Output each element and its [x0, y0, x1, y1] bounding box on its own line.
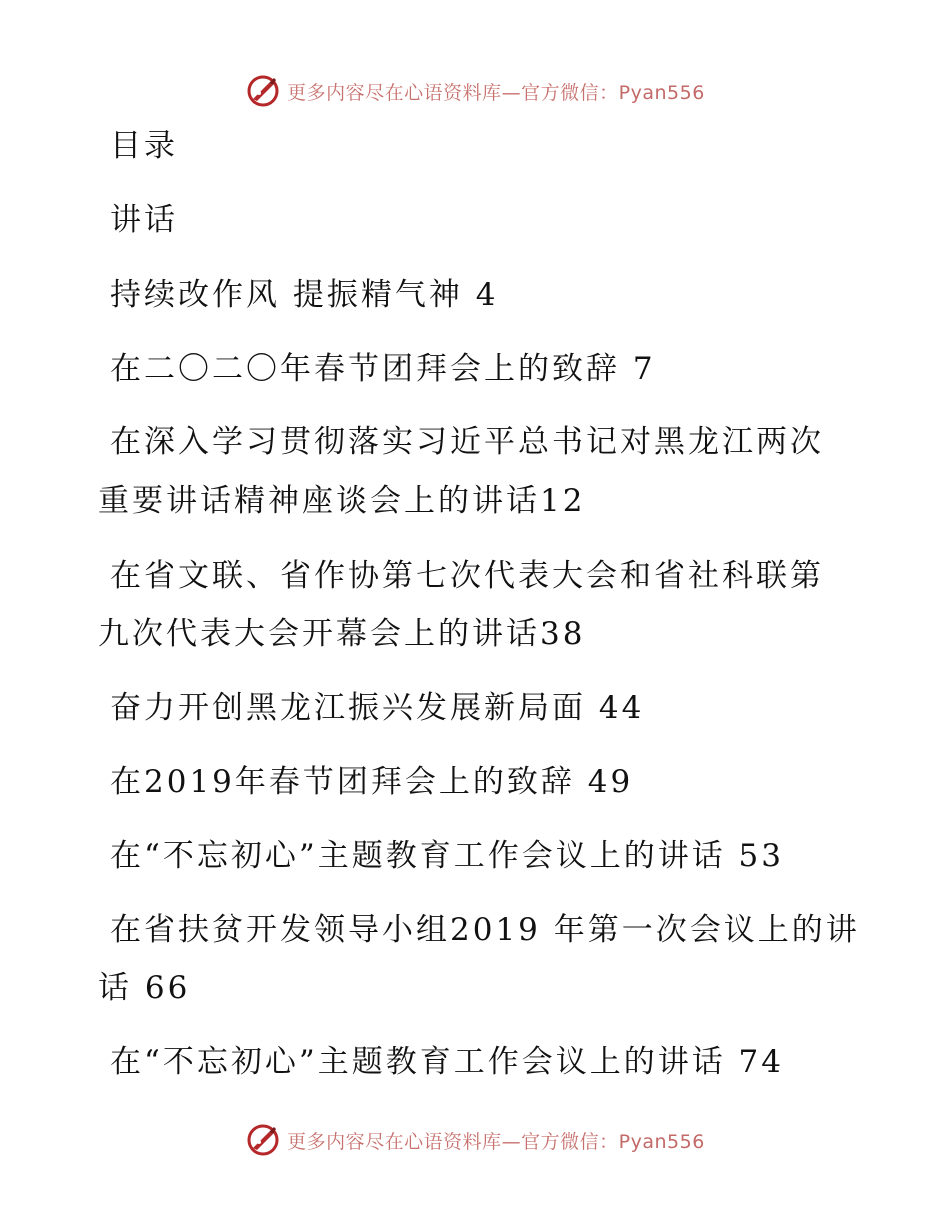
toc-section-title: 讲话	[110, 202, 178, 238]
toc-entry-continuation[interactable]: 九次代表大会开幕会上的讲话38	[98, 616, 586, 652]
toc-entry[interactable]: 在省扶贫开发领导小组2019 年第一次会议上的讲	[110, 912, 860, 948]
watermark-banner-bottom	[0, 1118, 950, 1162]
toc-entry[interactable]: 持续改作风 提振精气神 4	[110, 277, 499, 313]
toc-entry[interactable]: 在深入学习贯彻落实习近平总书记对黑龙江两次	[110, 424, 824, 460]
watermark-banner-top	[0, 69, 950, 113]
toc-entry-continuation[interactable]: 重要讲话精神座谈会上的讲话12	[98, 483, 586, 519]
toc-heading: 目录	[110, 128, 178, 164]
toc-entry[interactable]: 在二〇二〇年春节团拜会上的致辞 7	[110, 351, 656, 387]
toc-entry[interactable]: 奋力开创黑龙江振兴发展新局面 44	[110, 690, 645, 726]
watermark-text: 更多内容尽在心语资料库—官方微信：Pyan556	[287, 1130, 705, 1153]
toc-entry[interactable]: 在2019年春节团拜会上的致辞 49	[110, 764, 634, 800]
watermark-text: 更多内容尽在心语资料库—官方微信：Pyan556	[287, 81, 705, 104]
toc-entry[interactable]: 在省文联、省作协第七次代表大会和省社科联第	[110, 558, 824, 594]
pen-logo-icon	[245, 73, 281, 109]
toc-entry[interactable]: 在“不忘初心”主题教育工作会议上的讲话 74	[110, 1044, 784, 1080]
pen-logo-icon	[245, 1122, 281, 1158]
toc-entry[interactable]: 在“不忘初心”主题教育工作会议上的讲话 53	[110, 838, 784, 874]
toc-entry-continuation[interactable]: 话 66	[98, 970, 191, 1006]
